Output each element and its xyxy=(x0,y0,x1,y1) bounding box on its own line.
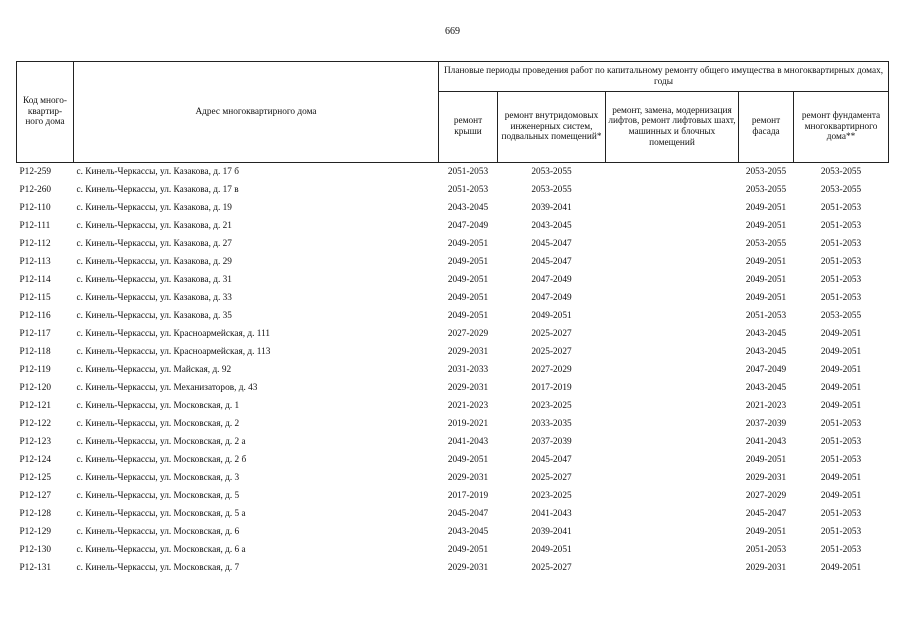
table-row xyxy=(17,181,889,199)
cell-roof: 2051-2053 xyxy=(439,163,498,182)
cell-engineering: 2025-2027 xyxy=(531,346,572,357)
cell-code: Р12-119 xyxy=(19,364,51,375)
cell-address: с. Кинель-Черкассы, ул. Майская, д. 92 xyxy=(76,364,232,375)
cell-code: Р12-124 xyxy=(19,454,52,465)
cell-engineering: 2023-2025 xyxy=(531,400,572,411)
cell-engineering: 2047-2049 xyxy=(531,274,572,285)
table-row xyxy=(17,379,889,397)
table-body xyxy=(17,163,889,578)
cell-code: Р12-117 xyxy=(19,328,51,339)
cell-code: Р12-131 xyxy=(19,562,52,573)
cell-facade: 2049-2051 xyxy=(745,292,787,303)
table-row xyxy=(17,505,889,523)
cell-address: с. Кинель-Черкассы, ул. Московская, д. 2 б xyxy=(76,454,247,465)
cell-foundation: 2053-2055 xyxy=(794,163,889,182)
cell-address: с. Кинель-Черкассы, ул. Московская, д. 5 xyxy=(76,490,240,501)
cell-roof: 2049-2051 xyxy=(447,256,489,267)
cell-facade: 2051-2053 xyxy=(745,310,787,321)
cell-foundation: 2049-2051 xyxy=(820,382,862,393)
cell-foundation: 2051-2053 xyxy=(820,256,862,267)
cell-address: с. Кинель-Черкассы, ул. Казакова, д. 27 xyxy=(76,238,232,249)
cell-elevators xyxy=(606,379,739,397)
cell-address: с. Кинель-Черкассы, ул. Казакова, д. 31 xyxy=(76,274,232,285)
cell-roof: 2041-2043 xyxy=(447,436,489,447)
cell-facade: 2049-2051 xyxy=(745,202,787,213)
cell-facade: 2049-2051 xyxy=(745,220,787,231)
cell-elevators xyxy=(606,559,739,577)
cell-elevators xyxy=(606,541,739,559)
cell-elevators xyxy=(606,451,739,469)
cell-address: с. Кинель-Черкассы, ул. Московская, д. 2 а xyxy=(76,436,246,447)
cell-elevators xyxy=(606,253,739,271)
cell-engineering: 2017-2019 xyxy=(531,382,572,393)
cell-foundation: 2049-2051 xyxy=(820,562,862,573)
table-row xyxy=(17,487,889,505)
cell-foundation: 2051-2053 xyxy=(820,274,862,285)
table-row xyxy=(17,289,889,307)
cell-engineering: 2025-2027 xyxy=(531,562,572,573)
cell-roof: 2045-2047 xyxy=(447,508,489,519)
cell-engineering: 2025-2027 xyxy=(531,472,572,483)
cell-elevators xyxy=(606,325,739,343)
cell-code: Р12-115 xyxy=(19,292,51,303)
cell-elevators xyxy=(606,181,739,199)
cell-roof: 2029-2031 xyxy=(447,472,489,483)
cell-roof: 2049-2051 xyxy=(447,544,489,555)
cell-foundation: 2051-2053 xyxy=(820,436,862,447)
cell-roof: 2029-2031 xyxy=(447,562,489,573)
cell-foundation: 2051-2053 xyxy=(820,454,862,465)
cell-foundation: 2051-2053 xyxy=(820,292,862,303)
cell-code: Р12-112 xyxy=(19,238,51,249)
cell-address: с. Кинель-Черкассы, ул. Московская, д. 1 xyxy=(76,400,240,411)
cell-roof: 2029-2031 xyxy=(447,346,489,357)
cell-address: с. Кинель-Черкассы, ул. Казакова, д. 35 xyxy=(76,310,232,321)
header-foundation: ремонт фундамента многоквартирного дома** xyxy=(794,92,889,163)
cell-code: Р12-114 xyxy=(19,274,51,285)
cell-elevators xyxy=(606,469,739,487)
cell-address: с. Кинель-Черкассы, ул. Казакова, д. 17 б xyxy=(74,163,439,182)
cell-engineering: 2023-2025 xyxy=(531,490,572,501)
cell-engineering: 2039-2041 xyxy=(531,202,572,213)
table-row xyxy=(17,307,889,325)
cell-foundation: 2049-2051 xyxy=(820,400,862,411)
cell-engineering: 2037-2039 xyxy=(531,436,572,447)
cell-facade: 2049-2051 xyxy=(745,526,787,537)
cell-roof: 2049-2051 xyxy=(447,274,489,285)
cell-roof: 2043-2045 xyxy=(447,202,489,213)
cell-facade: 2043-2045 xyxy=(745,382,787,393)
cell-roof: 2049-2051 xyxy=(447,454,489,465)
repair-schedule-table xyxy=(16,61,889,577)
cell-facade: 2037-2039 xyxy=(745,418,787,429)
cell-code: Р12-111 xyxy=(19,220,51,231)
cell-engineering: 2041-2043 xyxy=(531,508,572,519)
cell-facade: 2045-2047 xyxy=(745,508,787,519)
page-number: 669 xyxy=(445,26,460,37)
cell-roof: 2043-2045 xyxy=(447,526,489,537)
cell-address: с. Кинель-Черкассы, ул. Московская, д. 5 а xyxy=(76,508,246,519)
header-engineering: ремонт внутридомовых инженерных систем, подвальных помещений* xyxy=(498,92,606,163)
cell-facade: 2043-2045 xyxy=(745,328,787,339)
cell-code: Р12-122 xyxy=(19,418,52,429)
cell-elevators xyxy=(606,271,739,289)
cell-foundation: 2049-2051 xyxy=(820,490,862,501)
cell-engineering: 2045-2047 xyxy=(531,256,572,267)
cell-roof: 2049-2051 xyxy=(447,292,489,303)
table-row xyxy=(17,253,889,271)
cell-code: Р12-128 xyxy=(19,508,52,519)
cell-foundation: 2049-2051 xyxy=(820,328,862,339)
cell-roof: 2051-2053 xyxy=(447,184,489,195)
table-row xyxy=(17,451,889,469)
cell-foundation: 2051-2053 xyxy=(820,418,862,429)
cell-elevators xyxy=(606,505,739,523)
cell-facade: 2027-2029 xyxy=(745,490,787,501)
cell-foundation: 2051-2053 xyxy=(820,508,862,519)
table-row xyxy=(17,271,889,289)
cell-elevators xyxy=(606,487,739,505)
cell-roof: 2019-2021 xyxy=(447,418,489,429)
cell-code: Р12-123 xyxy=(19,436,52,447)
cell-elevators xyxy=(606,217,739,235)
cell-foundation: 2051-2053 xyxy=(820,238,862,249)
cell-roof: 2029-2031 xyxy=(447,382,489,393)
cell-roof: 2049-2051 xyxy=(447,238,489,249)
cell-address: с. Кинель-Черкассы, ул. Московская, д. 6 а xyxy=(76,544,246,555)
cell-foundation: 2051-2053 xyxy=(820,202,862,213)
cell-facade: 2043-2045 xyxy=(745,346,787,357)
cell-engineering: 2039-2041 xyxy=(531,526,572,537)
cell-engineering: 2047-2049 xyxy=(531,292,572,303)
header-periods: Плановые периоды проведения работ по капитальному ремонту общего имущества в многоквартирных домах, годы xyxy=(439,62,889,92)
cell-elevators xyxy=(606,523,739,541)
cell-elevators xyxy=(606,433,739,451)
cell-facade: 2053-2055 xyxy=(739,163,794,182)
cell-engineering: 2045-2047 xyxy=(531,454,572,465)
cell-code: Р12-125 xyxy=(19,472,52,483)
cell-roof: 2021-2023 xyxy=(447,400,489,411)
table-row xyxy=(17,199,889,217)
cell-roof: 2031-2033 xyxy=(447,364,489,375)
cell-address: с. Кинель-Черкассы, ул. Казакова, д. 17 в xyxy=(76,184,239,195)
cell-foundation: 2049-2051 xyxy=(820,472,862,483)
cell-facade: 2049-2051 xyxy=(745,454,787,465)
cell-code: Р12-130 xyxy=(19,544,52,555)
table-row xyxy=(17,325,889,343)
cell-address: с. Кинель-Черкассы, ул. Казакова, д. 19 xyxy=(76,202,232,213)
cell-elevators xyxy=(606,289,739,307)
cell-engineering: 2053-2055 xyxy=(531,184,572,195)
cell-address: с. Кинель-Черкассы, ул. Московская, д. 7 xyxy=(76,562,240,573)
cell-foundation: 2049-2051 xyxy=(820,346,862,357)
cell-facade: 2029-2031 xyxy=(745,472,787,483)
cell-address: с. Кинель-Черкассы, ул. Красноармейская, д. 111 xyxy=(76,328,271,339)
cell-roof: 2027-2029 xyxy=(447,328,489,339)
cell-code: Р12-118 xyxy=(19,346,51,357)
cell-address: с. Кинель-Черкассы, ул. Московская, д. 3 xyxy=(76,472,240,483)
cell-facade: 2041-2043 xyxy=(745,436,787,447)
cell-foundation: 2051-2053 xyxy=(820,220,862,231)
cell-code: Р12-113 xyxy=(19,256,51,267)
table-row xyxy=(17,523,889,541)
cell-foundation: 2053-2055 xyxy=(820,184,862,195)
cell-facade: 2049-2051 xyxy=(745,274,787,285)
table-row xyxy=(17,217,889,235)
cell-address: с. Кинель-Черкассы, ул. Московская, д. 2 xyxy=(76,418,240,429)
cell-engineering: 2033-2035 xyxy=(531,418,572,429)
cell-address: с. Кинель-Черкассы, ул. Красноармейская, д. 113 xyxy=(76,346,271,357)
cell-code: Р12-259 xyxy=(17,163,74,182)
cell-facade: 2049-2051 xyxy=(745,256,787,267)
cell-roof: 2049-2051 xyxy=(447,310,489,321)
cell-engineering: 2049-2051 xyxy=(531,310,572,321)
cell-address: с. Кинель-Черкассы, ул. Казакова, д. 21 xyxy=(76,220,232,231)
header-address: Адрес многоквартирного дома xyxy=(74,62,439,163)
cell-code: Р12-129 xyxy=(19,526,52,537)
cell-code: Р12-127 xyxy=(19,490,52,501)
table-row xyxy=(17,343,889,361)
cell-address: с. Кинель-Черкассы, ул. Московская, д. 6 xyxy=(76,526,240,537)
cell-foundation: 2053-2055 xyxy=(820,310,862,321)
cell-code: Р12-260 xyxy=(19,184,52,195)
cell-elevators xyxy=(606,361,739,379)
cell-roof: 2047-2049 xyxy=(447,220,489,231)
cell-foundation: 2051-2053 xyxy=(820,526,862,537)
cell-address: с. Кинель-Черкассы, ул. Механизаторов, д. 43 xyxy=(76,382,258,393)
cell-facade: 2021-2023 xyxy=(745,400,787,411)
cell-elevators xyxy=(606,343,739,361)
cell-foundation: 2049-2051 xyxy=(820,364,862,375)
cell-elevators xyxy=(606,163,739,182)
table-row xyxy=(17,361,889,379)
table-row xyxy=(17,541,889,559)
cell-address: с. Кинель-Черкассы, ул. Казакова, д. 33 xyxy=(76,292,232,303)
header-facade: ремонт фасада xyxy=(739,92,794,163)
table-row xyxy=(17,559,889,577)
table-row xyxy=(17,163,889,182)
table-row xyxy=(17,415,889,433)
cell-elevators xyxy=(606,199,739,217)
cell-elevators xyxy=(606,397,739,415)
table-row xyxy=(17,397,889,415)
cell-engineering: 2049-2051 xyxy=(531,544,572,555)
cell-facade: 2047-2049 xyxy=(745,364,787,375)
table-row xyxy=(17,469,889,487)
cell-engineering: 2027-2029 xyxy=(531,364,572,375)
cell-facade: 2053-2055 xyxy=(745,184,787,195)
cell-code: Р12-116 xyxy=(19,310,51,321)
cell-code: Р12-110 xyxy=(19,202,51,213)
cell-engineering: 2025-2027 xyxy=(531,328,572,339)
cell-code: Р12-120 xyxy=(19,382,52,393)
cell-engineering: 2053-2055 xyxy=(498,163,606,182)
cell-engineering: 2043-2045 xyxy=(531,220,572,231)
cell-elevators xyxy=(606,415,739,433)
header-roof: ремонт крыши xyxy=(439,92,498,163)
cell-facade: 2051-2053 xyxy=(745,544,787,555)
cell-engineering: 2045-2047 xyxy=(531,238,572,249)
cell-foundation: 2051-2053 xyxy=(820,544,862,555)
header-elevators: ремонт, замена, модернизация лифтов, ремонт лифтовых шахт, машинных и блочных помещений xyxy=(606,92,739,163)
cell-address: с. Кинель-Черкассы, ул. Казакова, д. 29 xyxy=(76,256,232,267)
cell-elevators xyxy=(606,307,739,325)
table-row xyxy=(17,433,889,451)
cell-roof: 2017-2019 xyxy=(447,490,489,501)
cell-facade: 2029-2031 xyxy=(745,562,787,573)
cell-elevators xyxy=(606,235,739,253)
table-row xyxy=(17,235,889,253)
header-code: Код много-квартир-ного дома xyxy=(17,62,74,163)
cell-code: Р12-121 xyxy=(19,400,52,411)
cell-facade: 2053-2055 xyxy=(745,238,787,249)
